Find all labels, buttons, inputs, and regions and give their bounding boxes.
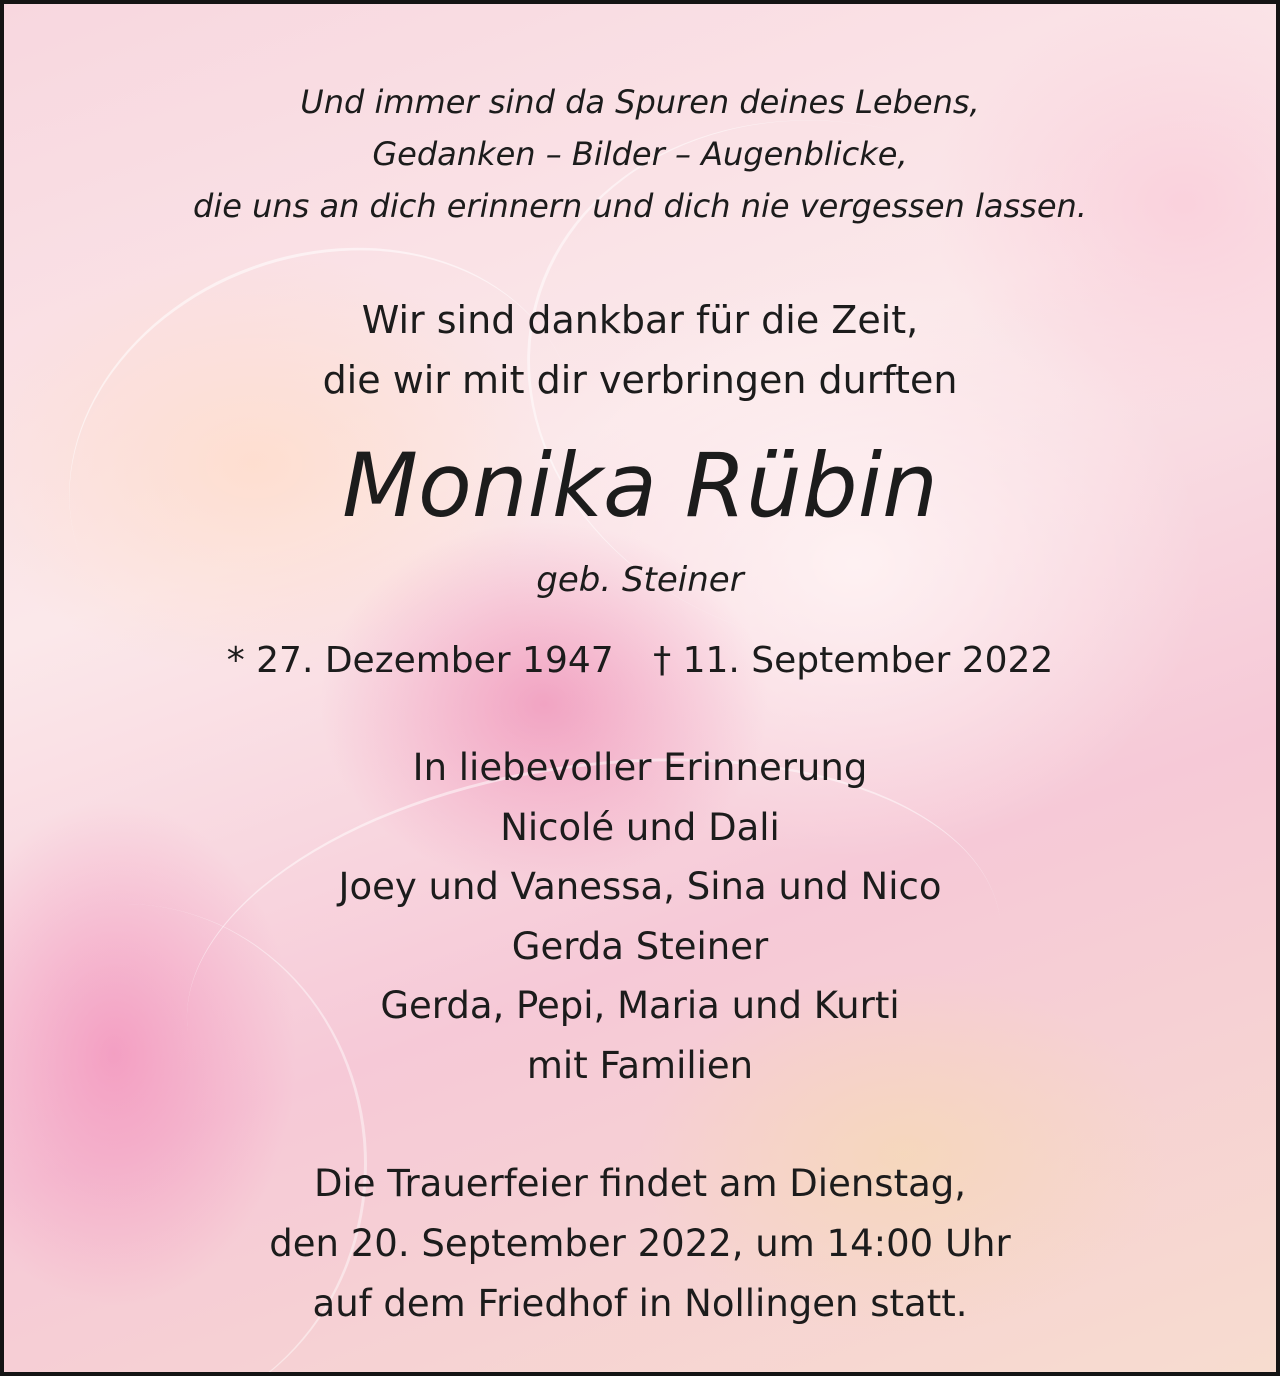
mourners-line: Gerda Steiner — [511, 924, 769, 968]
verse — [4, 76, 1276, 232]
deceased-name: Monika Rübin — [342, 434, 938, 537]
mourners-line: Nicolé und Dali — [500, 805, 780, 849]
service-line: auf dem Friedhof in Nollingen statt. — [312, 1282, 968, 1325]
service-line: den 20. September 2022, um 14:00 Uhr — [269, 1222, 1011, 1265]
mourners-line: In liebevoller Erinnerung — [412, 746, 868, 789]
life-dates — [4, 636, 1276, 686]
gratitude-line: die wir mit dir verbringen durften — [322, 358, 958, 402]
verse-line: Gedanken – Bilder – Augenblicke, — [372, 135, 908, 173]
gratitude-line: Wir sind dankbar für die Zeit, — [361, 298, 919, 342]
service-notice — [4, 1154, 1276, 1334]
mourners-list — [4, 738, 1276, 1095]
birth-name: geb. Steiner — [536, 560, 744, 600]
verse-line: die uns an dich erinnern und dich nie vergessen lassen. — [193, 187, 1087, 225]
gratitude-text — [4, 290, 1276, 410]
service-line: Die Trauerfeier findet am Dienstag, — [313, 1162, 967, 1205]
mourners-line: Joey und Vanessa, Sina und Nico — [338, 865, 942, 908]
death-date: † 11. September 2022 — [653, 640, 1054, 681]
verse-line: Und immer sind da Spuren deines Lebens, — [300, 83, 980, 121]
mourners-line: Gerda, Pepi, Maria und Kurti — [380, 984, 900, 1027]
mourners-line: mit Familien — [526, 1043, 754, 1087]
birth-date: * 27. Dezember 1947 — [226, 640, 614, 681]
